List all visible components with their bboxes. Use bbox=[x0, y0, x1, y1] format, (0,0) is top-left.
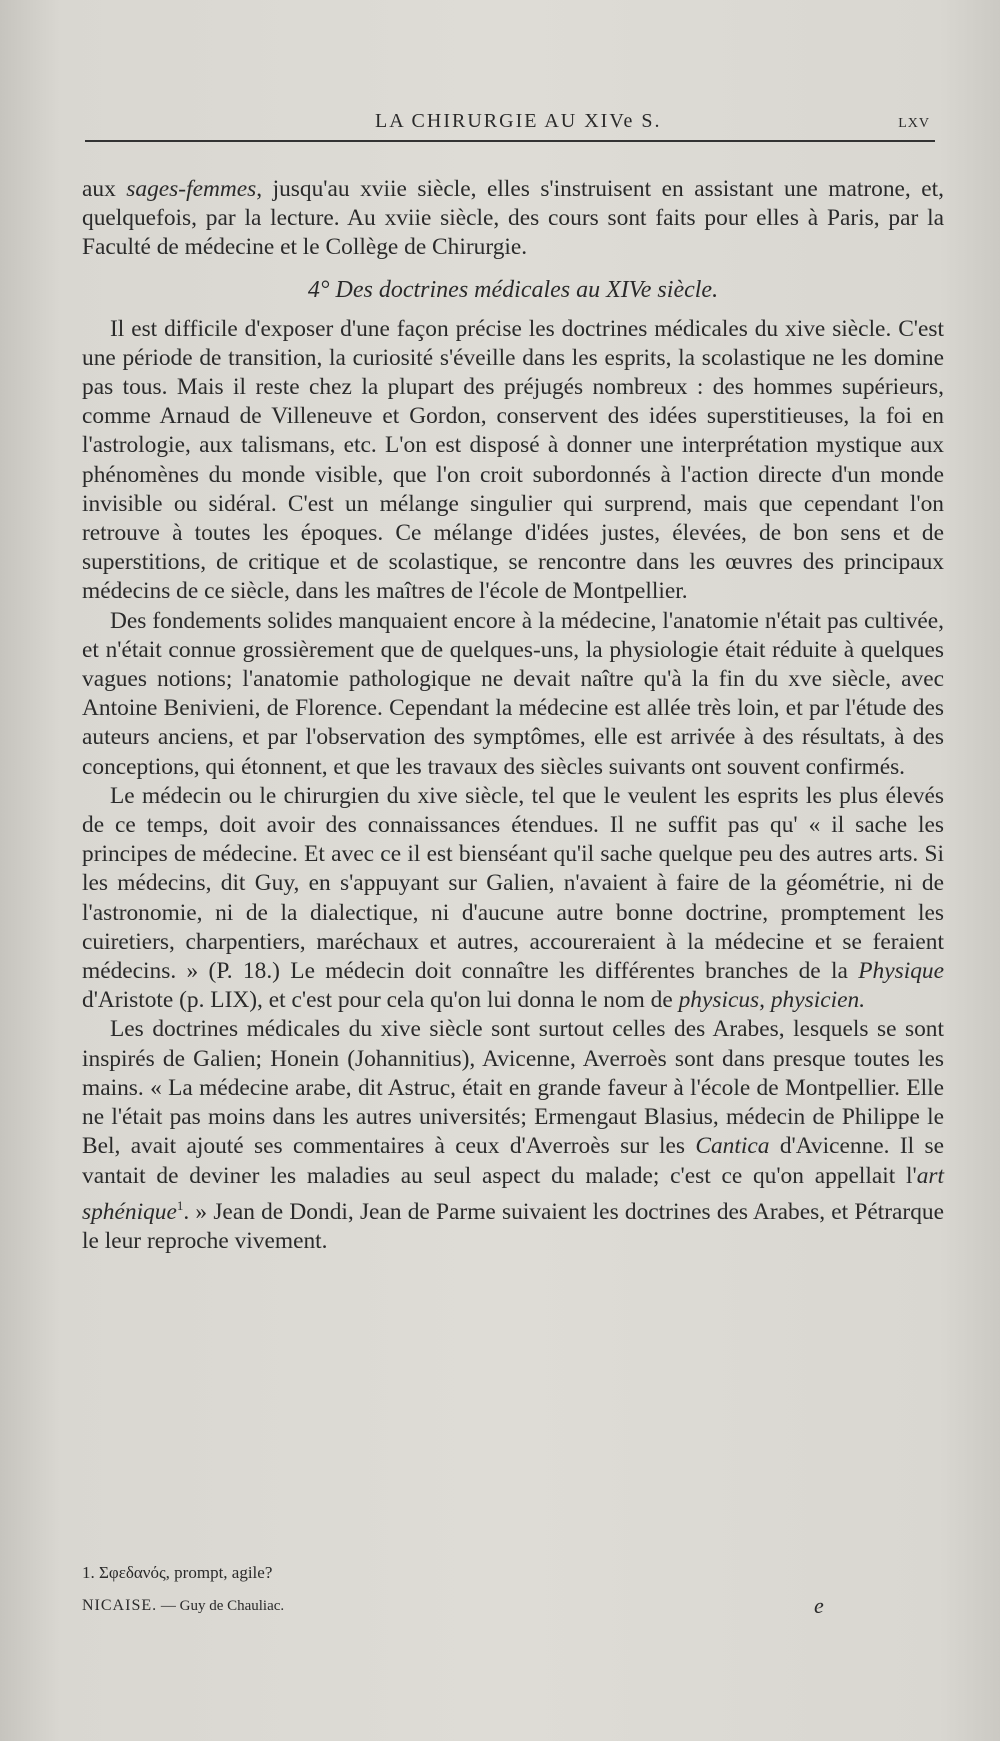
signature-mark: e bbox=[814, 1593, 824, 1618]
paragraph-midwives bbox=[82, 175, 944, 263]
paragraph-arabs bbox=[82, 1015, 944, 1255]
footnote-number: 1. bbox=[82, 1563, 95, 1582]
work-title: — Guy de Chauliac. bbox=[157, 1598, 285, 1614]
running-head bbox=[85, 110, 935, 138]
text-run: d'Aristote (p. LIX), et c'est pour cela qu'on lui donna le nom de bbox=[82, 987, 679, 1014]
text-run: Les doctrines médicales du xive siècle sont surtout celles des Arabes, lesquels se sont inspirés de Galien; Honein (Johannitius), Avicenne, Averroès sont dans presque toutes les mains. « La médecine arabe, dit Astruc, était en grande faveur à l'école de Montpellier. Elle ne l'était pas moins dans les autres universités; Ermengaut Blasius, médecin de Philippe le Bel, avait ajouté ses commentaires à ceux d'Averroès sur les bbox=[82, 1016, 944, 1160]
text-run: . » Jean de Dondi, Jean de Parme suivaient les doctrines des Arabes, et Pétrarque le leur reproche vivement. bbox=[82, 1198, 944, 1254]
running-title: LA CHIRURGIE AU XIVe S. bbox=[375, 110, 662, 132]
body-text bbox=[82, 175, 944, 1256]
text-run: , jusqu'au xviie siècle, elles s'instruisent en assistant une matrone, et, quelquefois, par la lecture. Au xviie siècle, des cours sont faits pour elles à Paris, par la Faculté de médecine et le Collège de Chirurgie. bbox=[82, 176, 944, 261]
text-run: Le médecin ou le chirurgien du xive siècle, tel que le veulent les esprits les plus élevés de ce temps, doit avoir des connaissances étendues. Il ne suffit pas qu' « il sache les principes de médecine. Et avec ce il est bienséant qu'il sache quelque peu des autres arts. Si les médecins, dit Guy, en s'appuyant sur Galien, n'avaient à faire de la géométrie, ni de l'astronomie, ni de la dialectique, ni d'aucune autre bonne doctrine, promptement les cuiretiers, charpentiers, maréchaux et autres, accoureraient à la médecine et se feraient médecins. » (P. 18.) Le médecin doit connaître les différentes branches de la bbox=[82, 782, 944, 985]
paragraph-foundations: Des fondements solides manquaient encore à la médecine, l'anatomie n'était pas cultivée, et n'était connue grossièrement que de quelques-uns, la physiologie était réduite à quelques vagues notions; l'anatomie pathologique ne devait naître qu'à la fin du xve siècle, avec Antoine Benivieni, de Florence. Cependant la médecine est allée très loin, et par l'étude des auteurs anciens, et par l'observation des symptômes, elle est arrivée à des résultats, à des conceptions, qui étonnent, et que les travaux des siècles suivants ont souvent confirmés. bbox=[82, 607, 944, 780]
italic-run: Cantica bbox=[695, 1133, 770, 1160]
header-rule bbox=[85, 140, 935, 142]
paragraph-physician bbox=[82, 782, 944, 1016]
footnote-reference: 1 bbox=[176, 1197, 184, 1213]
footnote bbox=[82, 1562, 942, 1584]
signature-line bbox=[82, 1593, 944, 1623]
author-name: NICAISE. bbox=[82, 1597, 158, 1614]
text-run: aux bbox=[82, 176, 127, 202]
italic-run: sages-femmes bbox=[126, 176, 257, 202]
page-folio: LXV bbox=[898, 116, 930, 131]
text-run: d'Avicenne. Il se vantait de deviner les maladies au seul aspect du malade; c'est ce qu'on appellait l' bbox=[82, 1133, 944, 1189]
italic-run: art sphénique bbox=[82, 1162, 944, 1225]
italic-run: physicus, physicien. bbox=[678, 987, 866, 1014]
section-heading: 4° Des doctrines médicales au XIVe siècle. bbox=[307, 276, 719, 303]
signature-author bbox=[82, 1597, 284, 1615]
paragraph-doctrines: Il est difficile d'exposer d'une façon précise les doctrines médicales du xive siècle. C'est une période de transition, la curiosité s'éveille dans les esprits, la scolastique ne les domine pas tous. Mais il reste chez la plupart des préjugés nombreux : des hommes supérieurs, comme Arnaud de Villeneuve et Gordon, conservent des idées superstitieuses, la foi en l'astrologie, aux talismans, etc. L'on est disposé à donner une interprétation mystique aux phénomènes du monde visible, que l'on croit subordonnés à l'action directe d'un monde invisible ou sidéral. C'est un mélange singulier qui surprend, mais que cependant l'on retrouve à toutes les époques. Ce mélange d'idées justes, élevées, de bon sens et de superstitions, de critique et de scolastique, se rencontre dans les œuvres des principaux médecins de ce siècle, dans les maîtres de l'école de Montpellier. bbox=[82, 315, 944, 605]
italic-run: Physique bbox=[858, 958, 944, 985]
footnote-text: Σφεδανός, prompt, agile? bbox=[99, 1563, 273, 1582]
